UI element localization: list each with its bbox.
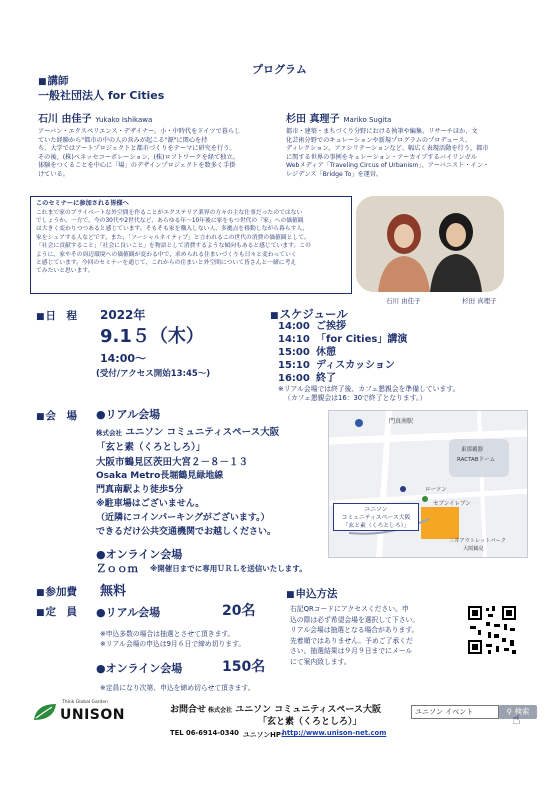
footer-company: 株式会社 ユニソン コミュニティスペース大阪 [208,705,381,715]
capacity-real-note2: ※リアル会場の申込は9月６日で締め切ります。 [100,640,246,648]
qr-code[interactable] [466,604,518,656]
search-icon: ⚲ [506,706,513,716]
map-label-outlet1: 三井アウトレットパーク [449,538,506,544]
schedule-item: 14:00 ご挨拶 [278,321,346,332]
venue-zoom-note: ※開催日までに専用ＵＲＬを送信いたします。 [150,564,307,573]
schedule-item: 15:10 ディスカッション [278,360,395,371]
capacity-real-label: ●リアル会場 [96,606,161,619]
apply-label: ■申込方法 [286,588,338,600]
venue-real-label: ●リアル会場 [96,408,161,421]
map-label-outlet2: 大阪鶴見 [463,546,484,552]
date-day: 9.1５（木） [100,326,204,347]
lecturer-org: 一般社団法人 for Cities [38,89,165,102]
message-title: このセミナーに参加される皆様へ [36,200,129,207]
capacity-real-count: 20名 [222,603,256,619]
venue-address: 大阪市鶴見区茨田大宮２－８－１３ [96,457,249,468]
person1-name: 石川 由佳子 Yukako Ishikawa [38,114,153,125]
map-venue-box: ユニソン コミュニティスペース大阪 「玄と素（くろとしろ）」 [333,503,419,531]
search-button-label: 検索 [514,706,530,716]
lecturers-photo [356,196,504,292]
date-year: 2022年 [100,308,146,322]
photo-caption-left: 石川 由佳子 [386,297,421,305]
logo-tagline: Think Global Garden [62,700,109,705]
contact-label: お問合せ [170,705,207,715]
venue-online-label: ●オンライン会場 [96,548,183,561]
venue-label: ■会 場 [36,410,78,422]
lecturers-photo-illustration [356,196,504,292]
fee-value: 無料 [100,584,127,599]
person2-name: 杉田 真理子 Mariko Sugita [286,114,392,125]
venue-zoom: Ｚｏｏｍ [96,563,138,575]
footer-space: 「玄と素（くろとしろ）」 [258,717,362,727]
fee-label: ■参加費 [36,586,78,598]
footer-tel: TEL 06-6914-0340 [170,729,239,737]
venue-space: 「玄と素（くろとしろ）」 [96,442,206,453]
venue-parking: ※駐車場はございません。 [96,499,205,509]
search-input[interactable]: ユニソン イベント [411,705,499,719]
venue-coin-parking: （近隣にコインパーキングがございます。） [96,513,270,523]
capacity-online-count: 150名 [222,659,266,675]
venue-transit: できるだけ公共交通機関でお越しください。 [96,527,277,537]
message-box [30,196,352,294]
schedule-note2: （カフェ懇親会は16：30で終了となります。） [284,394,427,402]
date-label: ■日 程 [36,310,78,322]
photo-caption-right: 杉田 真理子 [462,297,497,305]
logo-brand: UNISON [60,707,125,723]
map-label-seven: セブンイレブン [433,501,471,507]
leaf-logo-icon [32,702,58,724]
schedule-note1: ※リアル会場では終了後、カフェ懇親会を準備しています。 [278,385,460,393]
venue-line: Osaka Metro長堀鶴見緑地線 [96,471,224,481]
page-title: プログラム [252,63,307,76]
map-label-dome2: RACTABドーム [457,457,496,463]
capacity-label: ■定 員 [36,606,78,618]
lecturer-heading: ■講師 [38,75,69,87]
schedule-list [278,320,407,385]
map-label-lawson: ローソン [425,487,447,493]
capacity-real-note1: ※申込多数の場合は抽選とさせて頂きます。 [100,630,235,638]
schedule-item: 15:00 休憩 [278,347,336,358]
person1-bio: アーバン・エクスペリエンス・デザイナー。小・中時代をドイツで暮らし ていた経験から"都市の中の人の営みが起こる"源"に関心を持 ち、大学ではアートプロジェクトと都市づくりをテーマに研究を行う。 その後、(株)ベネッセコーポレーション、(株)ロフトワークを経て独立。 体験をつくることを中心に「場」のデザインプロジェクトを数多く手掛 けている。 [38,128,241,178]
hand-cursor-icon: ☝ [512,712,521,728]
capacity-online-note: ※定員になり次第、申込を締め切らせて頂きます。 [100,684,255,692]
message-body: これまで家のプライベートな外空間を作ることがエクステリア業界の方々の主な仕事だったのではない でしょうか。一方で、今の30代や2世代など、あらゆる年～10年後に家をもつ世代の「家」への価値観 は大きく変わりつつあると感じています。そもそも家を購入しない人、多拠点を移動しながら暮らす人、 家をシェアする人などです。また、「ソーシャルネイティブ」と言われるこの世代の消費の価値観として、 「社会に貢献すること」「社会に良いこと」を物語として消費するような傾向もあると感じています。この ように、家やその周辺環境への価値観が変わる中で、求められる住まいづくりも日々と変わっていく と感じています。今回のセミナーを通じて、これからの住まいと外空間について皆さんと一緒に考え てみたいと思います。 [36,209,311,275]
footer-url-link[interactable]: http://www.unison-net.com [282,729,387,737]
schedule-item: 16:00 終了 [278,373,336,384]
venue-station: 門真南駅より徒歩5分 [96,485,184,495]
schedule-item: 14:10 「for Cities」講演 [278,334,408,345]
apply-body: 右記QRコードにアクセスください。申 込の際は必ず希望会場を選択して下さい。 リアル会場は抽選となる場合があります。 先着順ではありません。予めご了承くだ さい。抽選結果は９月９日までにメール にて案内致します。 [290,605,420,666]
footer-hp-label: ユニソンHP: [243,731,284,739]
unison-logo [32,700,140,726]
map-label-dome1: 東那覇器 [461,447,484,453]
person2-bio: 都市・建築・まちづくり分野における執筆や編集、リサーチほか、文 化芸術分野でのキュレーションや新規プログラムのプロデュース、 ディレクション、ファシリテーションなど、幅広く表現活動を行う。都市 に関する世界の事例をキュレーション・アーカイブするバイリンガル Webメディア「Traveling Circus of Urbanism」、アーバニスト・イン・ レジデンス「Bridge To」を運営。 [286,128,490,178]
date-time: 14:00～ [100,352,147,365]
date-reception: (受付/アクセス開始13:45～) [96,369,211,379]
map-label-station: 門真南駅 [389,418,414,425]
venue-company: 株式会社 ユニソン コミュニティスペース大阪 [96,427,280,438]
capacity-online-label: ●オンライン会場 [96,662,183,675]
qr-code-icon [466,604,518,656]
schedule-label: ■スケジュール [270,307,348,321]
access-map [328,410,528,558]
